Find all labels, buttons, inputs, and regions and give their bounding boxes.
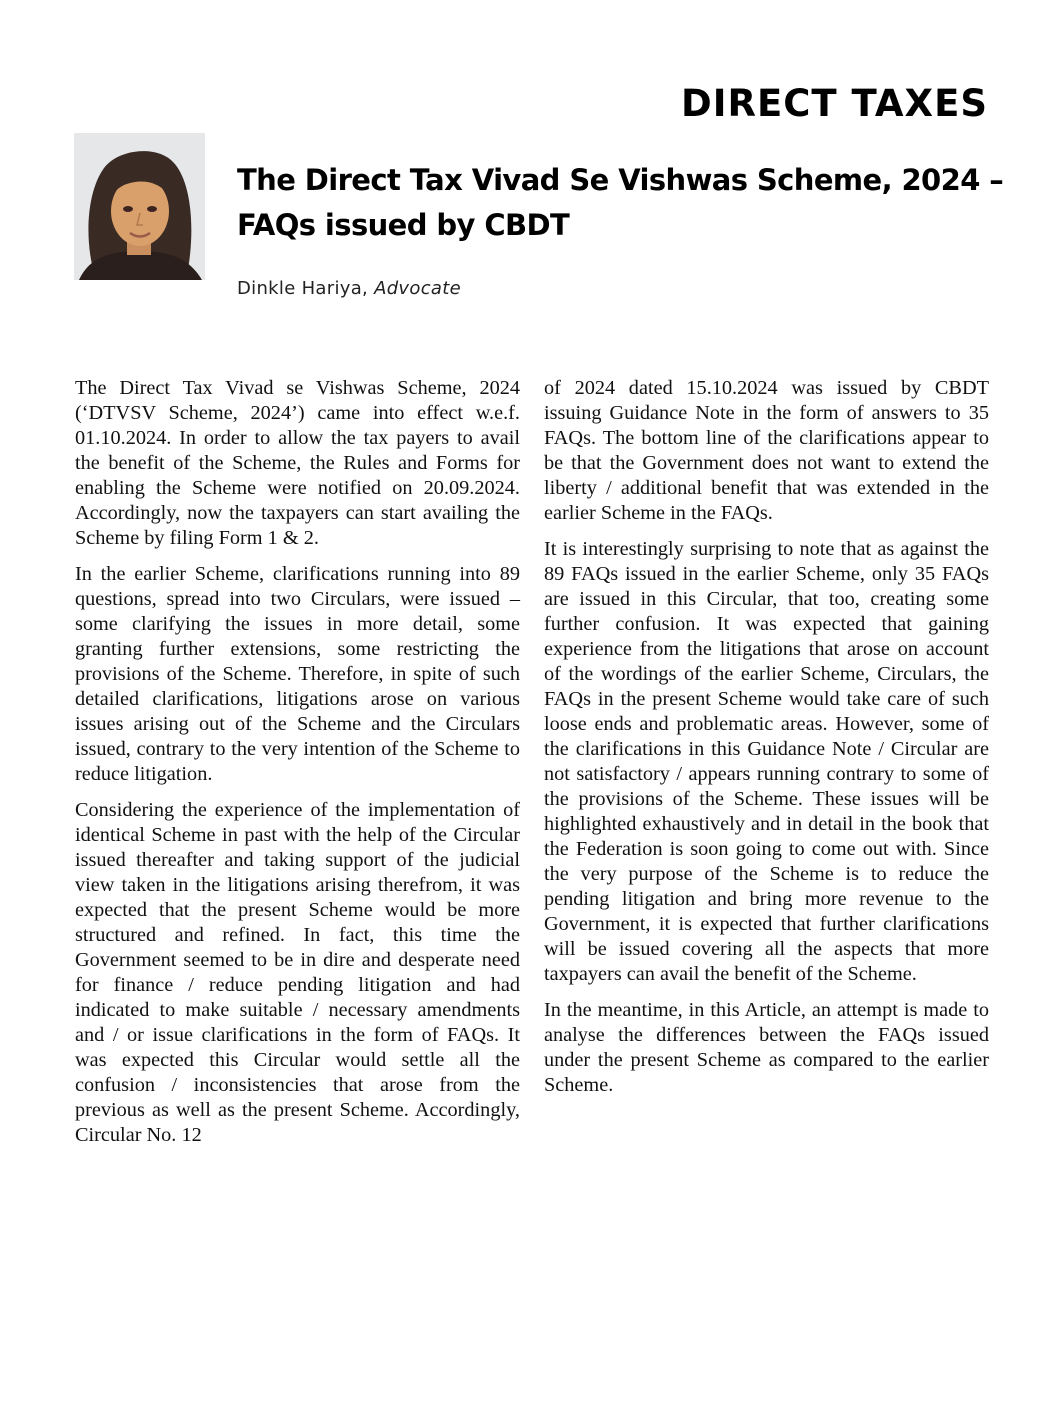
author-name: Dinkle Hariya [237,278,363,299]
author-byline [237,278,461,299]
paragraph: Considering the experience of the implementation of identical Scheme in past with the help of the Circular issued thereafter and taking support of the judicial view taken in the litigations arising therefrom, it was expected that the present Scheme would be more structured and refined. In fact, this time the Government seemed to be in dire and desperate need for finance / reduce pending litigation and had indicated to make suitable / necessary amendments and / or issue clarifications in the form of FAQs. It was expected this Circular would settle all the confusion / inconsistencies that arose from the previous as well as the present Scheme. Accordingly, Circular No. 12 [75,799,520,1146]
paragraph: The Direct Tax Vivad se Vishwas Scheme, 2024 (‘DTVSV Scheme, 2024’) came into effect w.e.f. 01.10.2024. In order to allow the tax payers to avail the benefit of the Scheme, the Rules and Forms for enabling the Scheme were notified on 20.09.2024. Accordingly, now the taxpayers can start availing the Scheme by filing Form 1 & 2. [75,377,520,549]
left-column [75,376,520,1159]
author-portrait-icon [74,133,205,280]
byline-separator: , [362,278,375,299]
paragraph: of 2024 dated 15.10.2024 was issued by CBDT issuing Guidance Note in the form of answers to 35 FAQs. The bottom line of the clarifications appear to be that the Government does not want to extend the liberty / additional benefit that was extended in the earlier Scheme in the FAQs. [544,377,989,524]
section-label: DIRECT TAXES [681,82,988,125]
paragraph: It is interestingly surprising to note that as against the 89 FAQs issued in the earlier Scheme, only 35 FAQs are issued in this Circular, that too, creating some further confusion. It was expected that gaining experience from the litigations that arose on account of the wordings of the earlier Scheme, Circulars, the FAQs in the present Scheme would take care of such loose ends and problematic areas. However, some of the clarifications in this Guidance Note / Circular are not satisfactory / appears running contrary to some of the provisions of the Scheme. These issues will be highlighted exhaustively and in detail in the book that the Federation is soon going to come out with. Since the very purpose of the Scheme is to reduce the pending litigation and bring more revenue to the Government, it is expected that further clarifications will be issued covering all the aspects that more taxpayers can avail the benefit of the Scheme. [544,538,989,985]
author-role: Advocate [374,278,461,299]
article-title: The Direct Tax Vivad Se Vishwas Scheme, 2024 – FAQs issued by CBDT [237,163,1004,242]
paragraph: In the earlier Scheme, clarifications running into 89 questions, spread into two Circulars, were issued – some clarifying the issues in more detail, some granting further extensions, some restricting the provisions of the Scheme. Therefore, in spite of such detailed clarifications, litigations arose on various issues arising out of the Scheme and the Circulars issued, contrary to the very intention of the Scheme to reduce litigation. [75,563,520,785]
paragraph: In the meantime, in this Article, an attempt is made to analyse the differences between the FAQs issued under the present Scheme as compared to the earlier Scheme. [544,999,989,1096]
right-column [544,376,989,1109]
author-photo [74,133,205,280]
